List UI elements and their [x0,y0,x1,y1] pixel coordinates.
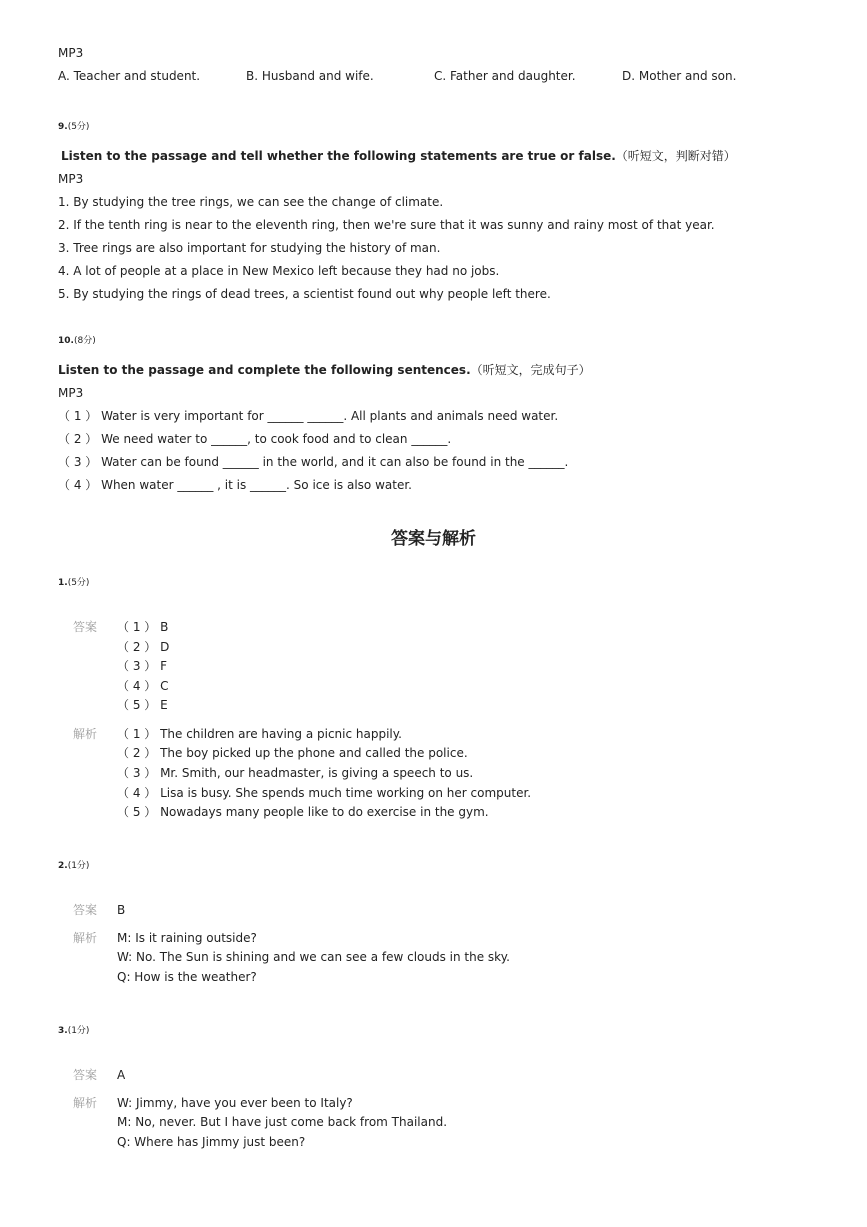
q10-score: (8分) [73,336,96,346]
a2-answer-label: 答案 [73,903,98,917]
q9-header [58,121,89,133]
a3-analysis-label: 解析 [73,1096,98,1110]
a1-analysis-5: （ 5 ） Nowadays many people like to do exercise in the gym. [117,805,489,819]
a2-analysis-2: W: No. The Sun is shining and we can see a few clouds in the sky. [117,950,510,964]
q10-item-3: （ 3 ） Water can be found ______ in the world, and it can also be found in the ______. [58,455,569,469]
a3-analysis-3: Q: Where has Jimmy just been? [117,1135,306,1149]
q9-number: 9. [58,122,68,132]
q8-option-c: C. Father and daughter. [434,69,576,83]
q10-instruction [58,362,591,378]
a3-number: 3. [58,1026,68,1036]
a1-analysis-2: （ 2 ） The boy picked up the phone and called the police. [117,746,468,760]
q10-instruction-en: Listen to the passage and complete the following sentences. [58,363,471,377]
q10-item-2: （ 2 ） We need water to ______, to cook food and to clean ______. [58,432,452,446]
q9-item-2: 2. If the tenth ring is near to the eleventh ring, then we're sure that it was sunny and rainy most of that year. [58,218,715,232]
a2-answer: B [117,903,126,917]
q10-header [58,335,96,347]
a1-analysis-4: （ 4 ） Lisa is busy. She spends much time working on her computer. [117,786,532,800]
q9-instruction-cn: （听短文，判断对错） [615,149,736,163]
a2-number: 2. [58,861,68,871]
q10-mp3[interactable]: MP3 [58,386,84,400]
a1-answer-1: （ 1 ） B [117,620,169,634]
a3-analysis-2: M: No, never. But I have just come back from Thailand. [117,1115,448,1129]
a1-analysis-3: （ 3 ） Mr. Smith, our headmaster, is giving a speech to us. [117,766,474,780]
a3-header [58,1025,89,1037]
q9-mp3[interactable]: MP3 [58,172,84,186]
q8-option-d: D. Mother and son. [622,69,737,83]
a2-analysis-label: 解析 [73,931,98,945]
a1-answer-3: （ 3 ） F [117,659,167,673]
q8-option-a: A. Teacher and student. [58,69,201,83]
a1-answer-5: （ 5 ） E [117,698,168,712]
q8-option-b: B. Husband and wife. [246,69,374,83]
a1-analysis-label: 解析 [73,727,98,741]
answers-section-title: 答案与解析 [391,529,476,549]
q8-mp3[interactable]: MP3 [58,46,84,60]
q10-item-1: （ 1 ） Water is very important for ______ ______. All plants and animals need water. [58,409,559,423]
a1-analysis-1: （ 1 ） The children are having a picnic happily. [117,727,402,741]
q10-instruction-cn: （听短文，完成句子） [470,363,591,377]
q9-score: (5分) [67,122,90,132]
a2-analysis-1: M: Is it raining outside? [117,931,257,945]
q10-item-4: （ 4 ） When water ______ , it is ______. So ice is also water. [58,478,412,492]
a3-answer: A [117,1068,126,1082]
a2-header [58,860,89,872]
a3-answer-label: 答案 [73,1068,98,1082]
a2-analysis-3: Q: How is the weather? [117,970,257,984]
q9-item-1: 1. By studying the tree rings, we can see the change of climate. [58,195,444,209]
a1-number: 1. [58,578,68,588]
a1-answer-2: （ 2 ） D [117,640,170,654]
a1-answer-4: （ 4 ） C [117,679,169,693]
a3-score: (1分) [67,1026,90,1036]
q9-item-5: 5. By studying the rings of dead trees, a scientist found out why people left there. [58,287,551,301]
a1-header [58,577,89,589]
a1-score: (5分) [67,578,90,588]
q9-instruction [61,148,736,164]
a1-answer-label: 答案 [73,620,98,634]
a3-analysis-1: W: Jimmy, have you ever been to Italy? [117,1096,353,1110]
a2-score: (1分) [67,861,90,871]
q9-item-4: 4. A lot of people at a place in New Mexico left because they had no jobs. [58,264,500,278]
q9-instruction-en: Listen to the passage and tell whether the following statements are true or false. [61,149,616,163]
q10-number: 10. [58,336,74,346]
q9-item-3: 3. Tree rings are also important for studying the history of man. [58,241,441,255]
